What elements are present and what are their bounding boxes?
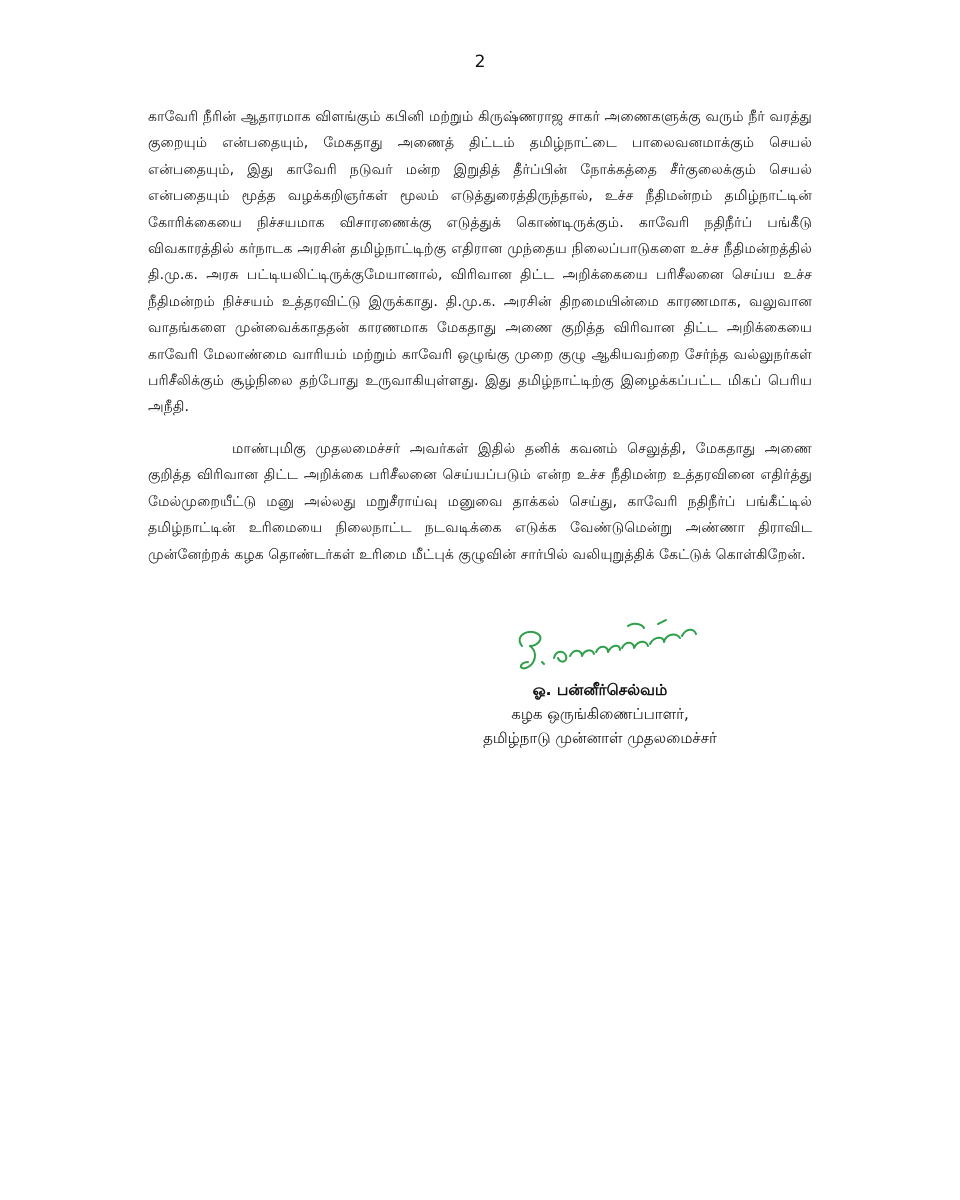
signatory-title-1: கழக ஒருங்கிணைப்பாளர், [511, 705, 689, 723]
signatory-title-2: தமிழ்நாடு முன்னாள் முதலமைச்சர் [483, 729, 717, 747]
handwritten-signature [508, 606, 708, 686]
page-number: 2 [474, 52, 486, 72]
signatory-block [440, 678, 760, 750]
paragraph-1: காவேரி நீரின் ஆதாரமாக விளங்கும் கபினி மற்றும் கிருஷ்ணராஜ சாகர் அணைகளுக்கு வரும் நீர் வரத்து குறையும் என்பதையும், மேகதாது அணைத் திட்டம் தமிழ்நாட்டை பாலைவனமாக்கும் செயல் என்பதையும், இது காவேரி நடுவர் மன்ற இறுதித் தீர்ப்பின் நோக்கத்தை சீர்குலைக்கும் செயல் என்பதையும் மூத்த வழக்கறிஞர்கள் மூலம் எடுத்துரைத்திருந்தால், உச்ச நீதிமன்றம் தமிழ்நாட்டின் கோரிக்கையை நிச்சயமாக விசாரணைக்கு எடுத்துக் கொண்டிருக்கும். காவேரி நதிநீர்ப் பங்கீடு விவகாரத்தில் கர்நாடக அரசின் தமிழ்நாட்டிற்கு எதிரான முந்தைய நிலைப்பாடுகளை உச்ச நீதிமன்றத்தில் தி.மு.க. அரசு பட்டியலிட்டிருக்குமேயானால், விரிவான திட்ட அறிக்கையை பரிசீலனை செய்ய உச்ச நீதிமன்றம் நிச்சயம் உத்தரவிட்டு இருக்காது. தி.மு.க. அரசின் திறமையின்மை காரணமாக, வலுவான வாதங்களை முன்வைக்காததன் காரணமாக மேகதாது அணை குறித்த விரிவான திட்ட அறிக்கையை காவேரி மேலாண்மை வாரியம் மற்றும் காவேரி ஒழுங்கு முறை குழு ஆகியவற்றை சேர்ந்த வல்லுநர்கள் பரிசீலிக்கும் சூழ்நிலை தற்போது உருவாகியுள்ளது. இது தமிழ்நாட்டிற்கு இழைக்கப்பட்ட மிகப் பெரிய அநீதி. [148, 109, 812, 416]
signatory-name: ஓ. பன்னீர்செல்வம் [532, 681, 668, 699]
paragraph-2: மாண்புமிகு முதலமைச்சர் அவர்கள் இதில் தனிக் கவனம் செலுத்தி, மேகதாது அணை குறித்த விரிவான திட்ட அறிக்கை பரிசீலனை செய்யப்படும் என்ற உச்ச நீதிமன்ற உத்தரவினை எதிர்த்து மேல்முறையீட்டு மனு அல்லது மறுசீராய்வு மனுவை தாக்கல் செய்து, காவேரி நதிநீர்ப் பங்கீட்டில் தமிழ்நாட்டின் உரிமையை நிலைநாட்ட நடவடிக்கை எடுக்க வேண்டுமென்று அண்ணா திராவிட முன்னேற்றக் கழக தொண்டர்கள் உரிமை மீட்புக் குழுவின் சார்பில் வலியுறுத்திக் கேட்டுக் கொள்கிறேன். [148, 441, 812, 563]
